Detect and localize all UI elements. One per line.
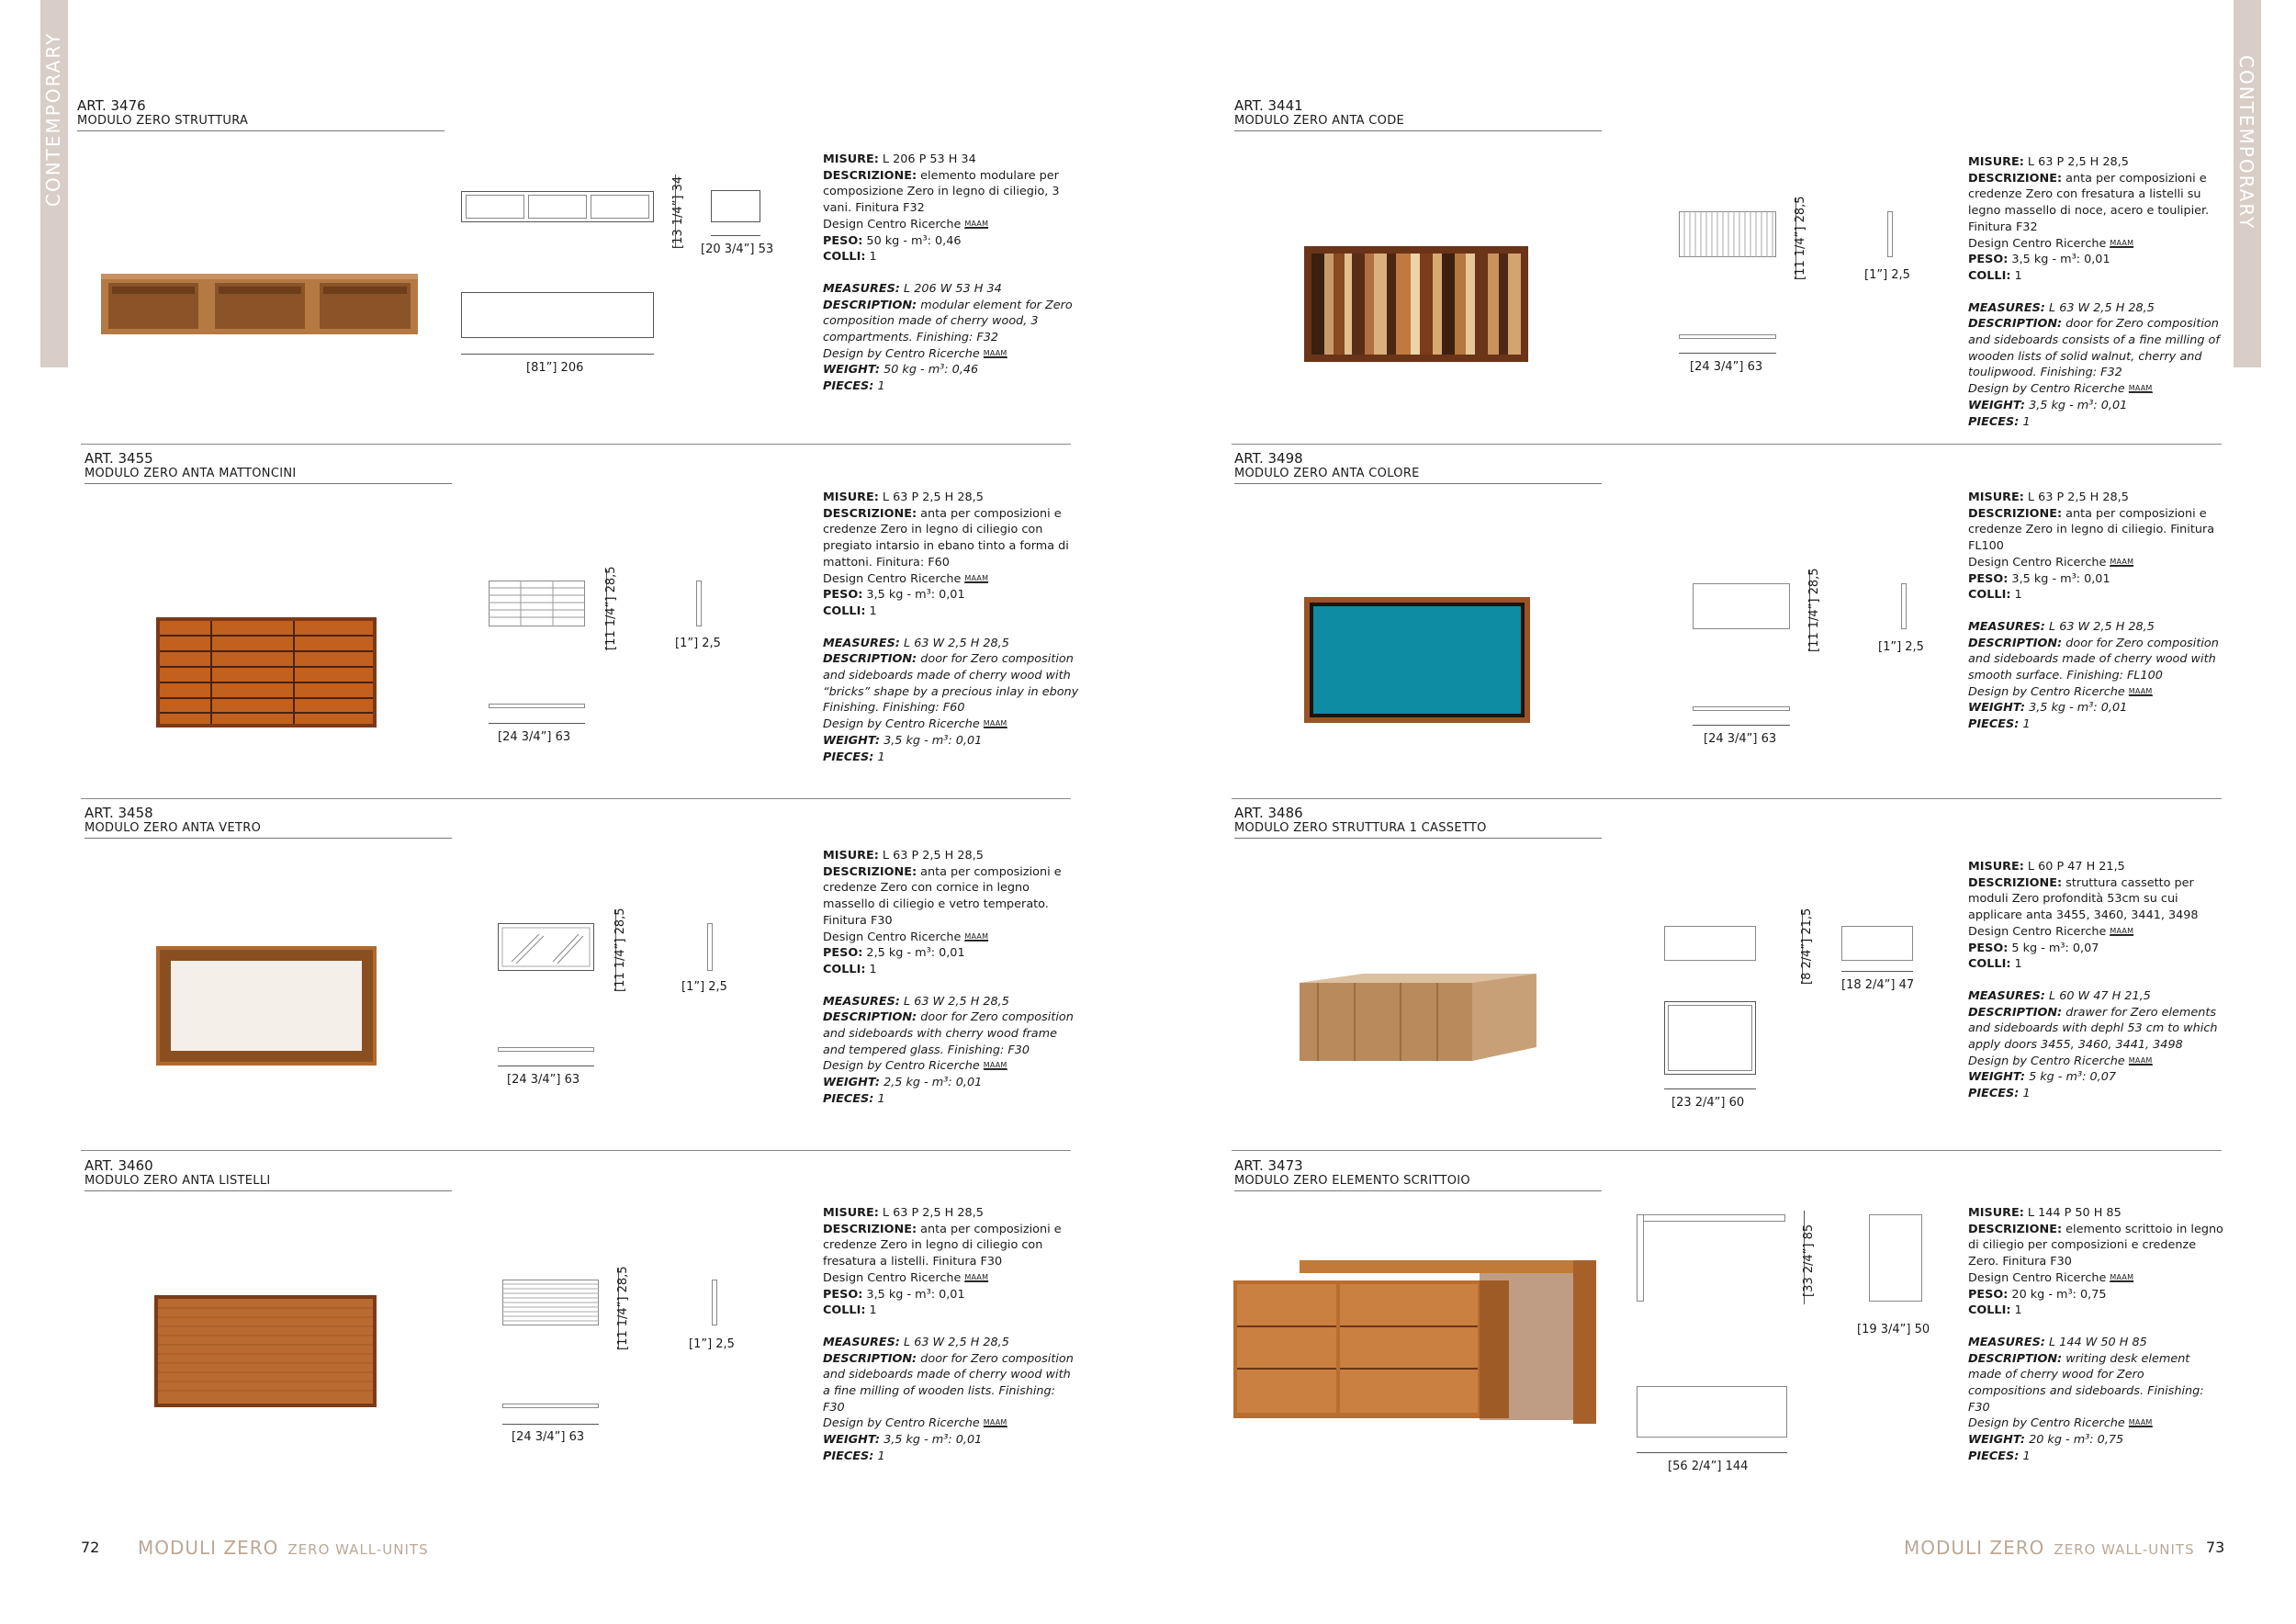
side-tab-right bbox=[2234, 0, 2261, 367]
slat-pattern bbox=[502, 1280, 599, 1325]
maam-logo: MAAM bbox=[964, 1272, 989, 1281]
maam-logo: MAAM bbox=[2128, 1055, 2153, 1065]
product-name: MODULO ZERO ELEMENTO SCRITTOIO bbox=[1234, 1174, 1470, 1188]
top-drawing bbox=[498, 1047, 594, 1052]
top-drawing bbox=[1637, 1386, 1787, 1438]
depth-dimension: [1”] 2,5 bbox=[1864, 268, 1910, 282]
depth-dimension: [1”] 2,5 bbox=[1878, 640, 1924, 654]
depth-dimension: [19 3/4”] 50 bbox=[1857, 1323, 1930, 1336]
article-number: ART. 3455 bbox=[84, 450, 153, 467]
article-number: ART. 3458 bbox=[84, 805, 153, 821]
product-name: MODULO ZERO STRUTTURA 1 CASSETTO bbox=[1234, 821, 1487, 835]
height-dimension: [11 1/4”] 28,5 bbox=[1794, 196, 1807, 280]
page-number: 73 bbox=[2206, 1539, 2225, 1556]
front-drawing bbox=[1693, 583, 1790, 629]
height-dimension: [8 2/4”] 21,5 bbox=[1800, 908, 1814, 985]
maam-logo: MAAM bbox=[983, 1418, 1007, 1427]
height-dimension: [33 2/4”] 85 bbox=[1802, 1224, 1816, 1297]
compartment-outline bbox=[528, 195, 587, 219]
height-dimension: [11 1/4”] 28,5 bbox=[613, 908, 627, 992]
length-dimension: [56 2/4”] 144 bbox=[1668, 1460, 1749, 1473]
descrizione-value: elemento modulare per composizione Zero in legno di ciliegio, 3 vani. Finitura F32 bbox=[823, 168, 1060, 216]
section-label: CONTEMPORARY bbox=[2235, 55, 2257, 231]
dimension-line bbox=[1664, 1088, 1756, 1089]
section-label: CONTEMPORARY bbox=[42, 31, 64, 207]
product-description: MISURE: L 206 P 53 H 34 DESCRIZIONE: elemento modulare per composizione Zero in legno di ciliegio, 3 vani. Finitura F32 Design Centro Ricerche MAAM PESO: 50 kg - m³: 0,46 COLLI: 1 MEASURES: L 206 W 53 H 34 DESCRIPTION: modular element for Zero composition made of cherry wood, 3 compartments. Finishing: F32 Design by Centro Ricerche MAAM WEIGHT: 50 kg - m³: 0,46 PIECES: 1 bbox=[823, 152, 1073, 394]
product-name: MODULO ZERO ANTA MATTONCINI bbox=[84, 467, 297, 480]
maam-logo: MAAM bbox=[983, 1061, 1007, 1070]
side-drawing bbox=[1887, 211, 1893, 257]
product-header bbox=[1234, 450, 1602, 484]
maam-logo: MAAM bbox=[2110, 1272, 2134, 1281]
dimension-line bbox=[489, 723, 585, 724]
maam-logo: MAAM bbox=[2110, 557, 2134, 566]
length-dimension: [24 3/4”] 63 bbox=[1690, 360, 1763, 374]
drawer-outline bbox=[1668, 1005, 1752, 1071]
maam-logo: MAAM bbox=[964, 931, 989, 941]
side-drawing bbox=[711, 190, 760, 222]
product-description: MISURE: L 63 P 2,5 H 28,5 DESCRIZIONE: anta per composizioni e credenze Zero in legno di ciliegio con pregiato intarsio in ebano tinto a forma di mattoni. Finitura: F60 Design Centro Ricerche MAAM PESO: 3,5 kg - m³: 0,01 COLLI: 1 MEASURES: L 63 W 2,5 H 28,5 DESCRIPTION: door for Zero composition and sideboards made of cherry wood with “bricks” shape by a precious inlay in ebony Finishing. Finishing: F60 Design by Centro Ricerche MAAM WEIGHT: 3,5 kg - m³: 0,01 PIECES: 1 bbox=[823, 491, 1079, 764]
product-photo bbox=[1304, 246, 1528, 362]
maam-logo: MAAM bbox=[2128, 686, 2153, 695]
dimension-line bbox=[502, 1424, 599, 1425]
depth-dimension: [1”] 2,5 bbox=[681, 980, 727, 994]
top-drawing bbox=[1679, 334, 1776, 339]
length-dimension: [24 3/4”] 63 bbox=[1704, 732, 1777, 746]
maam-logo: MAAM bbox=[964, 573, 989, 582]
height-dimension: [11 1/4”] 28,5 bbox=[604, 566, 618, 650]
article-number: ART. 3473 bbox=[1234, 1157, 1303, 1174]
dimension-line bbox=[1693, 725, 1790, 726]
product-photo bbox=[1300, 974, 1536, 1061]
depth-dimension: [1”] 2,5 bbox=[675, 637, 721, 650]
product-photo bbox=[101, 274, 418, 336]
height-dimension: [11 1/4”] 28,5 bbox=[1807, 568, 1821, 652]
side-tab-left bbox=[40, 0, 68, 367]
brick-pattern bbox=[489, 581, 585, 626]
side-drawing bbox=[1841, 926, 1913, 961]
product-description: MISURE: L 63 P 2,5 H 28,5 DESCRIZIONE: anta per composizioni e credenze Zero con cornice in legno massello di ciliegio e vetro temperato. Finitura F30 Design Centro Ricerche MAAM PESO: 2,5 kg - m³: 0,01 COLLI: 1 MEASURES: L 63 W 2,5 H 28,5 DESCRIPTION: door for Zero composition and sideboards with cherry wood frame and tempered glass. Finishing: F30 Design by Centro Ricerche MAAM WEIGHT: 2,5 kg - m³: 0,01 PIECES: 1 bbox=[823, 849, 1074, 1106]
article-number: ART. 3460 bbox=[84, 1157, 153, 1174]
depth-dimension: [20 3/4”] 53 bbox=[701, 242, 774, 256]
maam-logo: MAAM bbox=[983, 348, 1007, 357]
product-name: MODULO ZERO STRUTTURA bbox=[77, 114, 249, 128]
top-drawing bbox=[461, 292, 654, 338]
compartment-outline bbox=[466, 195, 524, 219]
product-description: MISURE: L 63 P 2,5 H 28,5 DESCRIZIONE: anta per composizioni e credenze Zero con fresatura a listelli su legno massello di noce, acero e toulipier. Finitura F32 Design Centro Ricerche MAAM PESO: 3,5 kg - m³: 0,01 COLLI: 1 MEASURES: L 63 W 2,5 H 28,5 DESCRIPTION: door for Zero composition and sideboards consists of a fine milling of wooden lists of solid walnut, cherry and toulipwood. Finishing: F32 Design by Centro Ricerche MAAM WEIGHT: 3,5 kg - m³: 0,01 PIECES: 1 bbox=[1968, 155, 2220, 429]
row-separator bbox=[81, 1150, 1071, 1151]
dimension-line bbox=[461, 354, 654, 355]
top-drawing bbox=[1693, 706, 1790, 711]
height-dimension: [11 1/4”] 28,5 bbox=[616, 1266, 630, 1350]
front-drawing bbox=[1664, 926, 1756, 961]
article-number: ART. 3486 bbox=[1234, 805, 1303, 821]
product-photo bbox=[154, 1295, 377, 1407]
row-separator bbox=[1232, 1150, 2222, 1151]
side-drawing bbox=[1869, 1214, 1922, 1302]
footer-title: MODULI ZERO ZERO WALL-UNITS bbox=[138, 1537, 429, 1559]
product-description: MISURE: L 63 P 2,5 H 28,5 DESCRIZIONE: anta per composizioni e credenze Zero in legno di ciliegio con fresatura a listelli. Finitura F30 Design Centro Ricerche MAAM PESO: 3,5 kg - m³: 0,01 COLLI: 1 MEASURES: L 63 W 2,5 H 28,5 DESCRIPTION: door for Zero composition and sideboards made of cherry wood with a fine milling of wooden lists. Finishing: F30 Design by Centro Ricerche MAAM WEIGHT: 3,5 kg - m³: 0,01 PIECES: 1 bbox=[823, 1206, 1074, 1463]
depth-dimension: [18 2/4”] 47 bbox=[1841, 978, 1915, 992]
maam-logo: MAAM bbox=[2110, 926, 2134, 935]
maam-logo: MAAM bbox=[2128, 1418, 2153, 1427]
dimension-line bbox=[1841, 971, 1913, 972]
side-drawing bbox=[696, 581, 702, 626]
slat-pattern bbox=[1679, 211, 1776, 257]
length-dimension: [24 3/4”] 63 bbox=[512, 1430, 585, 1444]
product-header bbox=[84, 805, 452, 839]
product-header bbox=[1234, 805, 1602, 839]
product-name: MODULO ZERO ANTA LISTELLI bbox=[84, 1174, 271, 1188]
side-drawing bbox=[1901, 583, 1907, 629]
product-photo bbox=[156, 946, 377, 1066]
product-header bbox=[1234, 1157, 1602, 1191]
front-drawing bbox=[1637, 1214, 1785, 1222]
depth-dimension: [1”] 2,5 bbox=[689, 1337, 735, 1351]
maam-logo: MAAM bbox=[964, 219, 989, 228]
product-photo bbox=[156, 617, 377, 727]
length-dimension: [24 3/4”] 63 bbox=[498, 730, 571, 744]
height-dimension: [13 1/4”] 34 bbox=[671, 175, 685, 249]
glass-hatching bbox=[498, 923, 594, 971]
top-drawing bbox=[502, 1404, 599, 1408]
article-number: ART. 3441 bbox=[1234, 97, 1303, 114]
compartment-outline bbox=[591, 195, 649, 219]
product-header bbox=[84, 450, 452, 484]
product-description: MISURE: L 63 P 2,5 H 28,5 DESCRIZIONE: anta per composizioni e credenze Zero in legno di ciliegio. Finitura FL100 Design Centro Ricerche MAAM PESO: 3,5 kg - m³: 0,01 COLLI: 1 MEASURES: L 63 W 2,5 H 28,5 DESCRIPTION: door for Zero composition and sideboards made of cherry wood with smooth surface. Finishing: FL100 Design by Centro Ricerche MAAM WEIGHT: 3,5 kg - m³: 0,01 PIECES: 1 bbox=[1968, 491, 2219, 732]
product-header bbox=[84, 1157, 452, 1191]
row-separator bbox=[1232, 444, 2222, 445]
product-header bbox=[77, 97, 445, 131]
product-photo bbox=[1233, 1260, 1596, 1424]
row-separator bbox=[81, 798, 1071, 799]
footer-title: MODULI ZERO ZERO WALL-UNITS bbox=[1904, 1537, 2195, 1559]
maam-logo: MAAM bbox=[2128, 384, 2153, 393]
length-dimension: [24 3/4”] 63 bbox=[507, 1073, 580, 1087]
maam-logo: MAAM bbox=[983, 719, 1007, 728]
article-number: ART. 3476 bbox=[77, 97, 146, 114]
product-description: MISURE: L 60 P 47 H 21,5 DESCRIZIONE: struttura cassetto per moduli Zero profondità 53cm su cui applicare anta 3455, 3460, 3441, 3498 Design Centro Ricerche MAAM PESO: 5 kg - m³: 0,07 COLLI: 1 MEASURES: L 60 W 47 H 21,5 DESCRIPTION: drawer for Zero elements and sideboards with dephl 53 cm to which apply doors 3455, 3460, 3441, 3498 Design by Centro Ricerche MAAM WEIGHT: 5 kg - m³: 0,07 PIECES: 1 bbox=[1968, 860, 2218, 1101]
front-drawing-leg bbox=[1637, 1214, 1644, 1302]
page-number: 72 bbox=[81, 1539, 100, 1556]
maam-logo: MAAM bbox=[2110, 238, 2134, 247]
dimension-line bbox=[711, 235, 760, 236]
product-name: MODULO ZERO ANTA COLORE bbox=[1234, 467, 1420, 480]
dimension-line bbox=[1637, 1452, 1787, 1453]
top-drawing bbox=[489, 704, 585, 708]
length-dimension: [81”] 206 bbox=[526, 361, 584, 375]
row-separator bbox=[81, 444, 1071, 445]
product-name: MODULO ZERO ANTA VETRO bbox=[84, 821, 262, 835]
product-name: MODULO ZERO ANTA CODE bbox=[1234, 114, 1405, 128]
product-photo bbox=[1304, 597, 1530, 723]
misure-value: L 206 P 53 H 34 bbox=[882, 152, 976, 166]
product-description: MISURE: L 144 P 50 H 85 DESCRIZIONE: elemento scrittoio in legno di ciliegio per composizioni e credenze Zero. Finitura F30 Design Centro Ricerche MAAM PESO: 20 kg - m³: 0,75 COLLI: 1 MEASURES: L 144 W 50 H 85 DESCRIPTION: writing desk element made of cherry wood for Zero compositions and sideboards. Finishing: F30 Design by Centro Ricerche MAAM WEIGHT: 20 kg - m³: 0,75 PIECES: 1 bbox=[1968, 1206, 2223, 1463]
length-dimension: [23 2/4”] 60 bbox=[1671, 1096, 1745, 1110]
dimension-line bbox=[1679, 353, 1776, 354]
row-separator bbox=[1232, 798, 2222, 799]
article-number: ART. 3498 bbox=[1234, 450, 1303, 467]
side-drawing bbox=[712, 1280, 717, 1325]
side-drawing bbox=[707, 923, 713, 971]
product-header bbox=[1234, 97, 1602, 131]
